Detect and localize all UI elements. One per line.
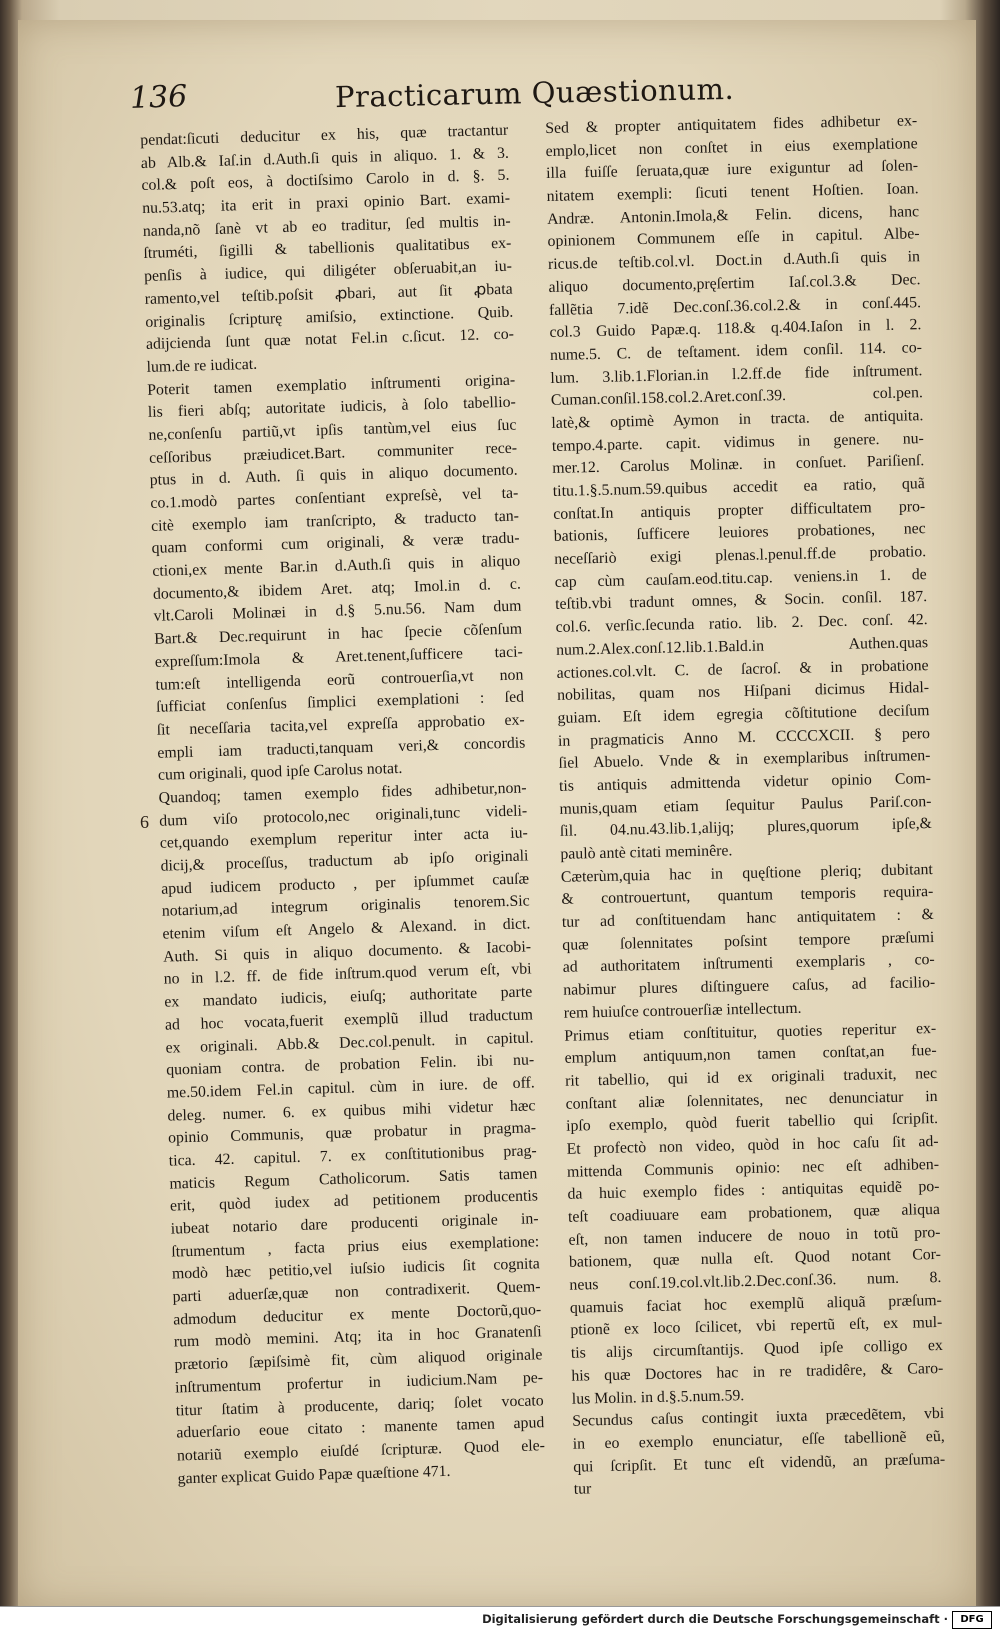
text-line: ſtruméti, ſigilli & tabellionis qualitatibus ex-: [143, 235, 512, 263]
text-line: Cæterùm,quia hac in quęſtione pleriq; dubitant: [560, 860, 933, 886]
text-line: empli iam traducti,tanquam veri,& concordis: [157, 734, 526, 762]
text-line: lum.de re iudicat.: [146, 355, 258, 376]
text-line: nitatem exempli: ſicuti tenent Hoſtien. Ioan.: [546, 180, 919, 206]
text-line: apud iudicem producto , per ipſummet cauſæ: [160, 870, 530, 898]
text-line: admodum deducitur ex mente Doctorũ,quo-: [172, 1301, 542, 1329]
text-line: ptus in d. Auth. ſi quis in aliquo documento.: [149, 461, 518, 490]
text-line: Quandoq; tamen exemplo fides adhibetur,non-: [158, 779, 527, 807]
text-line: adijcienda ſunt quæ notat Fel.in c.ſicut. 12. co-: [145, 325, 515, 354]
text-line: bationem, quæ nulla eſt. Quod notant Cor-: [568, 1246, 942, 1272]
text-line: num.2.Alex.conſ.12.lib.1.Bald.in Authen.quas: [555, 633, 929, 659]
text-line: tica. 42. capitul. 7. ex conſtitutionibus prag-: [168, 1142, 537, 1170]
text-line: parti aduerſæ,quæ non contradixerit. Quem-: [172, 1278, 541, 1306]
text-line: Auth. Si quis in aliquo documento. & Iacobi-: [162, 938, 532, 966]
text-line: ad authoritatem inſtrumenti exemplaris , co-: [562, 951, 935, 977]
text-line: dicij,& proceſſus, traductum ab ipſo originali: [160, 847, 529, 875]
text-line: tis alijs circumſtantijs. Quod ipſe colligo ex: [570, 1337, 943, 1362]
text-line: opinio Communis, quæ probatur in pragma-: [167, 1119, 537, 1147]
text-line: nu.53.atq; ita erit in praxi opinio Bart. exami-: [141, 189, 511, 218]
text-line: fallẽtia 7.idẽ Dec.conſ.36.col.2.& in conſ.445.: [548, 293, 922, 319]
text-line: col.6. verſic.ſecunda ratio. lib. 2. Dec. conſ. 42.: [555, 611, 928, 637]
text-line: iubeat notario dare producenti originale in-: [170, 1210, 539, 1238]
text-line: tur ad conſtituendam hanc antiquitatem : &: [561, 906, 934, 931]
text-line: expreſſum:Imola & Aret.tenent,ſufficere taci-: [154, 643, 523, 671]
text-line: conſtat.In antiquis propter difficultatem pro-: [553, 497, 926, 523]
text-line: Poterit tamen exemplatio inſtrumenti origina-: [147, 371, 516, 399]
text-line: citè exemplo iam tranſcripto, & traducto tan-: [150, 507, 520, 535]
text-line: col.3 Guido Papæ.q. 118.& q.404.Iaſon in l. 2.: [549, 316, 922, 342]
text-line: ganter explicat Guido Papæ quæſtione 471.: [177, 1462, 451, 1488]
text-line: Andræ. Antonin.Imola,& Felin. dicens, hanc: [546, 202, 920, 228]
text-line: quamuis faciat hoc exemplũ aliquã præſum-: [569, 1291, 943, 1317]
text-line: ſiel Abuelo. Vnde & in exemplaribus inſtrumen-: [558, 747, 931, 773]
text-line: vlt.Caroli Molinæi in d.§ 5.nu.56. Nam dum: [153, 597, 522, 626]
right-text-column: [545, 110, 946, 1501]
text-line: da huic exemplo fides : antiquitas equidẽ po-: [567, 1178, 940, 1204]
text-line: penſis à iudice, qui diligéter obſeruabit,an iu-: [143, 257, 513, 286]
text-line: deleg. numer. 6. ex quibus mihi videtur hæc: [167, 1096, 536, 1125]
text-line: ipſo exemplo, quòd fuerit tabellio qui ſcripſit.: [565, 1110, 939, 1136]
margin-note: 6: [140, 812, 149, 832]
text-line: Secundus caſus contingit iuxta præcedẽtem, vbi: [572, 1405, 945, 1430]
text-line: Cuman.conſil.158.col.2.Aret.conſ.39. col.pen.: [550, 384, 924, 410]
text-line: rum modò memini. Atq; ita in hoc Granatenſi: [173, 1323, 542, 1351]
text-line: neceſſariò exigi plenas.l.penul.ff.de probatio.: [554, 543, 927, 568]
text-line: rit tabellio, qui id ex originali traduxit, nec: [564, 1064, 938, 1090]
text-line: me.50.idem Fel.in capitul. cùm in iure. de off.: [166, 1074, 535, 1102]
text-line: Bart.& Dec.requirunt in hac ſpecie cõſenſum: [153, 620, 523, 648]
text-line: ſit neceſſaria tacita,vel expreſſa approbatio ex-: [156, 711, 525, 739]
page-number: 136: [129, 79, 188, 116]
text-line: latè,& optimè Aymon in tracta. de antiquita.: [551, 407, 924, 432]
text-line: ſufficiat conſenſus ſimplici exemplationi : ſed: [155, 688, 525, 716]
text-line: ramento,vel teſtib.poſsit ꝓbari, aut ſit ꝓbata: [144, 280, 513, 308]
text-line: inſtrumentum profertur in iudicium.Nam pe-: [174, 1369, 544, 1397]
text-line: aliquo documento,pręſertim Iaſ.col.3.& Dec.: [548, 270, 921, 296]
text-line: titur ſtatim à producente, dariq; ſolet vocato: [175, 1391, 544, 1419]
text-line: cap cùm cauſam.eod.titu.cap. veniens.in 1. de: [554, 565, 927, 591]
text-line: originalis ſcripturę amiſsio, extinctione. Quib.: [145, 303, 514, 331]
text-line: erit, quòd iudex ad petitionem producentis: [169, 1187, 539, 1215]
text-line: actiones.col.vlt. C. de ſacroſ. & in probatione: [556, 656, 929, 682]
text-line: lum. 3.lib.1.Florian.in l.2.ff.de fide inſtrument.: [550, 361, 923, 387]
text-line: teſt coadiuuare eam probationem, quæ aliqua: [567, 1200, 941, 1226]
text-line: quæ ſolennitates poſsint tempore præſumi: [562, 928, 935, 954]
text-line: in eo exemplo enunciatur, eſſe tabellionẽ eũ,: [572, 1427, 945, 1453]
text-line: emplo,licet non conſtet in eius exemplatione: [545, 134, 918, 160]
digitization-footer: [0, 1606, 1000, 1633]
text-line: mittenda Communis opinio: nec eſt adhiben-: [566, 1155, 940, 1181]
left-text-column: [140, 120, 546, 1491]
text-line: ex originali. Abb.& Dec.col.penult. in capitul.: [165, 1028, 534, 1057]
text-line: etenim viſum eſt Angelo & Alexand. in dict.: [162, 915, 531, 943]
text-line: ctioni,ex mente Bar.in d.Auth.ſi quis in aliquo: [152, 552, 521, 580]
text-line: teſtib.vbi tradunt omnes, & Socin. conſil. 187.: [555, 588, 928, 614]
text-line: lus Molin. in d.§.5.num.59.: [571, 1386, 745, 1408]
text-line: Sed & propter antiquitatem fides adhibetur ex-: [545, 112, 918, 137]
text-line: modò hæc petitio,vel iuſsio iudicis ſit cognita: [171, 1255, 541, 1283]
text-line: his quæ Doctores hac in re tradidêre, & Caro-: [571, 1359, 944, 1385]
text-line: guiam. Eſt idem egregia cõſtitutione deciſum: [557, 701, 930, 727]
text-line: Primus etiam conſtituitur, quoties reperitur ex-: [564, 1019, 937, 1045]
text-line: tur: [573, 1480, 592, 1498]
text-line: rem huiuſce controuerſiæ intellectum.: [563, 999, 802, 1022]
text-line: tempo.4.parte. capit. vidimus in genere. nu-: [551, 429, 924, 455]
text-line: co.1.modò partes conſentiant expreſsè, vel ta-: [150, 484, 519, 512]
text-line: nume.5. C. de teſtament. idem conſil. 114. co-: [549, 339, 923, 364]
text-line: ricus.de teſtib.col.vl. Doct.in d.Auth.ſi quis in: [547, 248, 921, 274]
text-line: ceſſoribus præiudicet.Bart. communiter rece-: [148, 439, 518, 467]
text-line: neus conſ.19.col.vlt.lib.2.Dec.conſ.36. num. 8.: [569, 1269, 942, 1294]
text-line: notariũ exemplo eiuſdé ſcripturæ. Quod ele-: [176, 1437, 546, 1465]
text-line: notarium,ad integrum originalis tenorem.Sic: [161, 892, 530, 921]
text-line: eſt, non tamen inducere de nouo in totũ pro-: [568, 1223, 941, 1249]
text-line: Et profectò non video, quòd in hoc caſu ſit ad-: [566, 1132, 939, 1158]
text-line: lis fieri abſq; autoritate iudicis, à ſolo tabellio-: [147, 393, 516, 422]
text-line: col.& poſt eos, à doctiſsimo Carolo in d. §. 5.: [141, 167, 510, 195]
text-line: ab Alb.& Iaſ.in d.Auth.ſi quis in aliquo. 1. & 3.: [140, 144, 510, 172]
text-line: quoniam contra. de probation Felin. ibi nu-: [166, 1051, 535, 1079]
text-line: no in l.2. ff. de fide inſtrum.quod verum eſt, vbi: [163, 960, 532, 989]
text-line: illa fuiſſe ſeruata,quæ iure exiguntur ad ſolen-: [545, 157, 919, 183]
text-line: maticis Regum Catholicorum. Satis tamen: [169, 1164, 538, 1193]
text-line: conſtant aliæ ſolennitates, nec denunciatur in: [565, 1087, 938, 1113]
text-line: titu.1.§.5.num.59.quibus accedit ea ratio, quã: [552, 475, 925, 500]
text-line: ptionẽ ex loco ſcilicet, vbi repertũ eſt, ex mul-: [570, 1314, 943, 1340]
text-line: quam conformi cum originali, & veræ tradu-: [151, 529, 520, 558]
text-line: munis,quam etiam ſequitur Paulus Pariſ.con-: [559, 792, 932, 818]
text-line: ne,conſenſu partiũ,vt ipſis tantùm,vel eius ſuc: [148, 416, 517, 444]
text-line: aduerſario eoue citato : manente tamen apud: [176, 1414, 545, 1442]
running-head-title: Practicarum Quæstionum.: [334, 71, 735, 115]
text-line: documento,& ibidem Aret. atq; Imol.in d. c.: [152, 575, 522, 603]
text-line: tum:eſt intelligenda eorũ controuerſia,vt non: [155, 666, 524, 694]
text-line: emplum antiquum,non tamen conſtat,an fue-: [564, 1042, 937, 1067]
text-line: dum viſo protocolo,nec originali,tunc videli-: [159, 802, 528, 830]
text-line: nanda,nõ ſanè vt ab eo traditur, ſed multis in-: [142, 212, 511, 240]
text-line: prætorio ſæpiſsimè fit, cùm aliquod originale: [174, 1346, 543, 1374]
text-line: nobilitas, quam nos Hiſpani dicimus Hidal-: [556, 679, 930, 705]
text-line: ad hoc vocata,fuerit exemplũ illud traductum: [164, 1006, 534, 1034]
text-line: cum originali, quod ipſe Carolus notat.: [157, 760, 403, 784]
text-line: pendat:ſicuti deducitur ex his, quæ tractantur: [140, 121, 509, 149]
dfg-logo: DFG: [952, 1611, 992, 1629]
text-line: tis antiquis admittenda videtur opinio Com-: [558, 770, 932, 795]
text-line: in pragmaticis Anno M. CCCCXCII. § pero: [557, 724, 931, 750]
text-line: mer.12. Carolus Molinæ. in conſuet. Pariſienſ.: [552, 452, 925, 478]
text-line: cet,quando exemplum reperitur inter acta iu-: [159, 824, 529, 853]
text-line: nabimur plures diſtinguere caſus, ad facilio-: [563, 974, 936, 999]
text-line: qui ſcripſit. Et tunc eſt videndũ, an præſuma-: [573, 1450, 946, 1476]
text-line: ex mandato iudicis, eiuſq; authoritate parte: [164, 983, 533, 1011]
footer-credit: Digitalisierung gefördert durch die Deutsche Forschungsgemeinschaft ·: [482, 1612, 948, 1626]
text-line: & controuertunt, quantum temporis requira-: [561, 883, 934, 909]
text-line: opinionem Communem eſſe in capitul. Albe-: [547, 225, 920, 251]
text-line: ſtrumentum , facta prius eius exemplatione:: [171, 1232, 540, 1261]
text-line: ſil. 04.nu.43.lib.1,alijq; plures,quorum ipſe,&: [559, 815, 933, 841]
text-line: bationis, ſufficere leuiores probationes, nec: [553, 520, 926, 546]
text-line: paulò antè citati meminêre.: [560, 842, 733, 863]
